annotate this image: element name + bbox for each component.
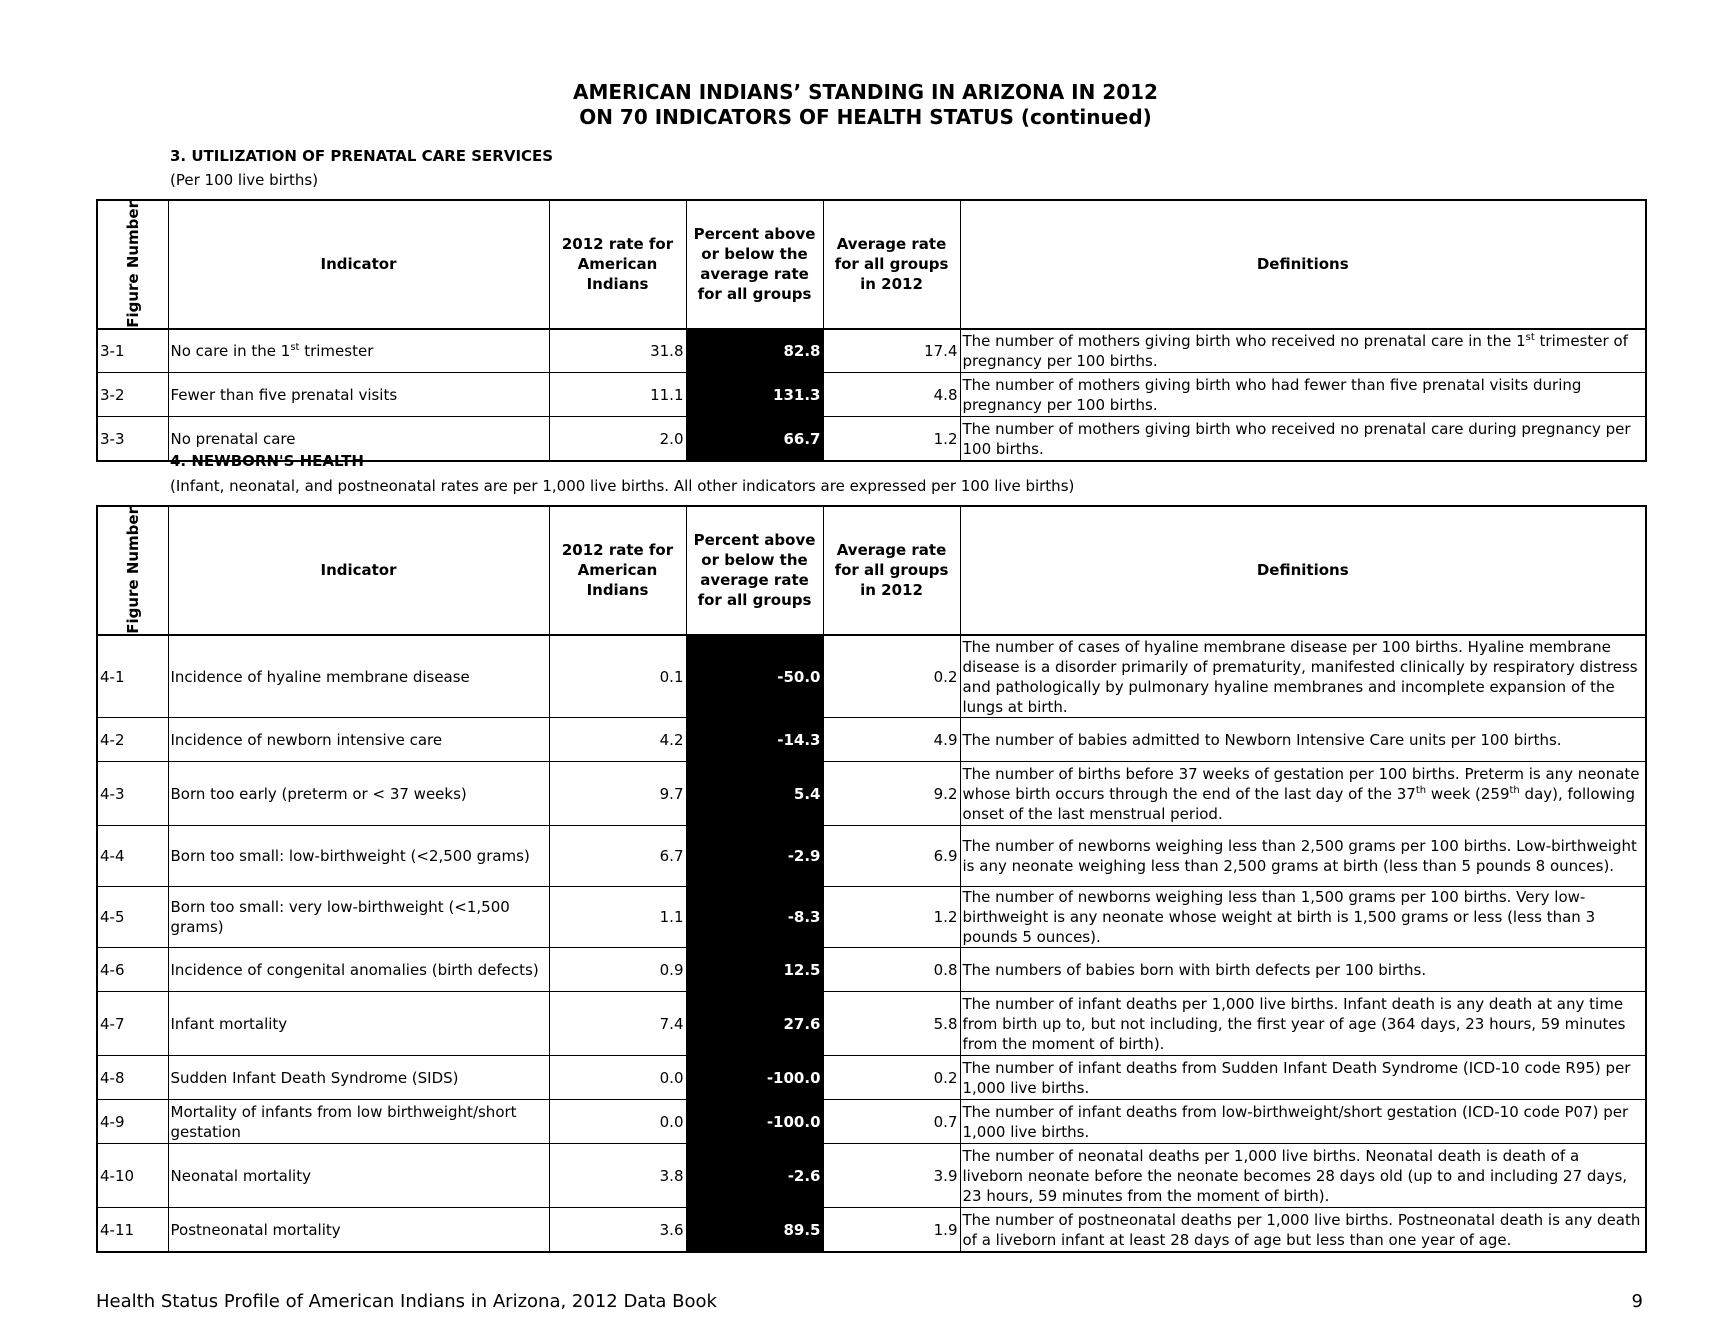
indicator-cell: Neonatal mortality <box>168 1144 549 1208</box>
indicator-cell: Infant mortality <box>168 992 549 1056</box>
percent-diff-cell: 131.3 <box>686 373 823 417</box>
definition-cell: The number of postneonatal deaths per 1,000 live births. Postneonatal death is any death of a liveborn infant at least 28 days of age but less than one year of age. <box>960 1208 1646 1252</box>
average-rate-cell: 4.9 <box>823 718 960 762</box>
definition-cell: The number of infant deaths per 1,000 live births. Infant death is any death at any time from birth up to, but not including, the first year of age (364 days, 23 hours, 59 minutes from the moment of birth). <box>960 992 1646 1056</box>
figure-number-cell: 4-2 <box>97 718 168 762</box>
table-row <box>97 373 1646 417</box>
average-rate-cell: 0.8 <box>823 948 960 992</box>
figure-number-cell: 4-9 <box>97 1100 168 1144</box>
average-rate-cell: 1.2 <box>823 417 960 461</box>
header-average: Average rate for all groups in 2012 <box>823 506 960 635</box>
table-row <box>97 887 1646 948</box>
indicator-cell: Sudden Infant Death Syndrome (SIDS) <box>168 1056 549 1100</box>
rate-cell: 4.2 <box>549 718 686 762</box>
percent-diff-cell: -100.0 <box>686 1100 823 1144</box>
figure-number-cell: 4-10 <box>97 1144 168 1208</box>
rate-cell: 11.1 <box>549 373 686 417</box>
average-rate-cell: 6.9 <box>823 826 960 887</box>
rate-cell: 0.0 <box>549 1100 686 1144</box>
indicator-cell: Incidence of hyaline membrane disease <box>168 635 549 718</box>
section-3-heading: 3. UTILIZATION OF PRENATAL CARE SERVICES <box>170 147 554 165</box>
average-rate-cell: 0.7 <box>823 1100 960 1144</box>
indicator-cell: Fewer than five prenatal visits <box>168 373 549 417</box>
average-rate-cell: 1.9 <box>823 1208 960 1252</box>
header-figure-number: Figure Number <box>97 506 168 635</box>
percent-diff-cell: -2.9 <box>686 826 823 887</box>
header-percent: Percent above or below the average rate for all groups <box>686 200 823 329</box>
newborn-health-table <box>96 505 1647 1253</box>
indicator-cell: No prenatal care <box>168 417 549 461</box>
figure-number-cell: 4-8 <box>97 1056 168 1100</box>
table-row <box>97 762 1646 826</box>
table-row <box>97 1208 1646 1252</box>
average-rate-cell: 4.8 <box>823 373 960 417</box>
rate-cell: 6.7 <box>549 826 686 887</box>
table-row <box>97 329 1646 373</box>
percent-diff-cell: 66.7 <box>686 417 823 461</box>
table-row <box>97 992 1646 1056</box>
section-4-note: (Infant, neonatal, and postneonatal rates are per 1,000 live births. All other indicators are expressed per 100 live births) <box>170 477 1075 495</box>
definition-cell: The number of infant deaths from low-birthweight/short gestation (ICD-10 code P07) per 1,000 live births. <box>960 1100 1646 1144</box>
rate-cell: 0.9 <box>549 948 686 992</box>
definition-cell: The number of neonatal deaths per 1,000 live births. Neonatal death is death of a liveborn neonate before the neonate becomes 28 days old (up to and including 27 days, 23 hours, 59 minutes from the moment of birth). <box>960 1144 1646 1208</box>
header-indicator: Indicator <box>168 506 549 635</box>
percent-diff-cell: 89.5 <box>686 1208 823 1252</box>
header-indicator: Indicator <box>168 200 549 329</box>
indicator-cell: Born too early (preterm or < 37 weeks) <box>168 762 549 826</box>
footer-title: Health Status Profile of American Indians in Arizona, 2012 Data Book <box>96 1291 717 1312</box>
table-row <box>97 635 1646 718</box>
figure-number-cell: 4-5 <box>97 887 168 948</box>
title-line-2: ON 70 INDICATORS OF HEALTH STATUS (continued) <box>579 105 1152 129</box>
table-row <box>97 718 1646 762</box>
header-figure-number: Figure Number <box>97 200 168 329</box>
average-rate-cell: 0.2 <box>823 1056 960 1100</box>
indicator-cell: Incidence of congenital anomalies (birth defects) <box>168 948 549 992</box>
header-definitions: Definitions <box>960 200 1646 329</box>
definition-cell: The number of newborns weighing less than 2,500 grams per 100 births. Low-birthweight is any neonate weighing less than 2,500 grams at birth (less than 5 pounds 8 ounces). <box>960 826 1646 887</box>
rate-cell: 3.6 <box>549 1208 686 1252</box>
figure-number-cell: 4-1 <box>97 635 168 718</box>
definition-cell: The numbers of babies born with birth defects per 100 births. <box>960 948 1646 992</box>
page-title <box>0 80 1731 130</box>
page-number: 9 <box>1631 1291 1643 1312</box>
definition-cell: The number of newborns weighing less than 1,500 grams per 100 births. Very low-birthweight is any neonate whose weight at birth is 1,500 grams or less (less than 3 pounds 5 ounces). <box>960 887 1646 948</box>
percent-diff-cell: -50.0 <box>686 635 823 718</box>
percent-diff-cell: 12.5 <box>686 948 823 992</box>
average-rate-cell: 5.8 <box>823 992 960 1056</box>
header-rate: 2012 rate for American Indians <box>549 506 686 635</box>
indicator-cell: No care in the 1st trimester <box>168 329 549 373</box>
definition-cell: The number of cases of hyaline membrane disease per 100 births. Hyaline membrane disease is a disorder primarily of prematurity, manifested clinically by respiratory distress and pathologically by pulmonary hyaline membranes and incomplete expansion of the lungs at birth. <box>960 635 1646 718</box>
average-rate-cell: 1.2 <box>823 887 960 948</box>
indicator-cell: Mortality of infants from low birthweight/short gestation <box>168 1100 549 1144</box>
percent-diff-cell: -8.3 <box>686 887 823 948</box>
header-rate: 2012 rate for American Indians <box>549 200 686 329</box>
average-rate-cell: 3.9 <box>823 1144 960 1208</box>
figure-number-cell: 4-6 <box>97 948 168 992</box>
section-3-note: (Per 100 live births) <box>170 171 319 189</box>
percent-diff-cell: -100.0 <box>686 1056 823 1100</box>
rate-cell: 0.1 <box>549 635 686 718</box>
section-4-heading: 4. NEWBORN'S HEALTH <box>170 452 364 470</box>
rate-cell: 2.0 <box>549 417 686 461</box>
definition-cell: The number of births before 37 weeks of gestation per 100 births. Preterm is any neonate whose birth occurs through the end of the last day of the 37th week (259th day), following onset of the last menstrual period. <box>960 762 1646 826</box>
table-row <box>97 1100 1646 1144</box>
indicator-cell: Incidence of newborn intensive care <box>168 718 549 762</box>
percent-diff-cell: -14.3 <box>686 718 823 762</box>
rate-cell: 31.8 <box>549 329 686 373</box>
figure-number-cell: 4-11 <box>97 1208 168 1252</box>
definition-cell: The number of babies admitted to Newborn Intensive Care units per 100 births. <box>960 718 1646 762</box>
definition-cell: The number of infant deaths from Sudden Infant Death Syndrome (ICD-10 code R95) per 1,000 live births. <box>960 1056 1646 1100</box>
rate-cell: 7.4 <box>549 992 686 1056</box>
percent-diff-cell: 82.8 <box>686 329 823 373</box>
figure-number-cell: 4-3 <box>97 762 168 826</box>
percent-diff-cell: 5.4 <box>686 762 823 826</box>
average-rate-cell: 0.2 <box>823 635 960 718</box>
figure-number-cell: 3-3 <box>97 417 168 461</box>
prenatal-care-table <box>96 199 1647 462</box>
indicator-cell: Postneonatal mortality <box>168 1208 549 1252</box>
header-percent: Percent above or below the average rate for all groups <box>686 506 823 635</box>
definition-cell: The number of mothers giving birth who received no prenatal care during pregnancy per 100 births. <box>960 417 1646 461</box>
average-rate-cell: 9.2 <box>823 762 960 826</box>
table-row <box>97 948 1646 992</box>
rate-cell: 9.7 <box>549 762 686 826</box>
rate-cell: 1.1 <box>549 887 686 948</box>
definition-cell: The number of mothers giving birth who had fewer than five prenatal visits during pregnancy per 100 births. <box>960 373 1646 417</box>
figure-number-cell: 4-7 <box>97 992 168 1056</box>
indicator-cell: Born too small: low-birthweight (<2,500 grams) <box>168 826 549 887</box>
title-line-1: AMERICAN INDIANS’ STANDING IN ARIZONA IN 2012 <box>573 80 1158 104</box>
rate-cell: 3.8 <box>549 1144 686 1208</box>
figure-number-cell: 3-1 <box>97 329 168 373</box>
percent-diff-cell: 27.6 <box>686 992 823 1056</box>
header-average: Average rate for all groups in 2012 <box>823 200 960 329</box>
indicator-cell: Born too small: very low-birthweight (<1,500 grams) <box>168 887 549 948</box>
table-row <box>97 1144 1646 1208</box>
figure-number-cell: 4-4 <box>97 826 168 887</box>
header-definitions: Definitions <box>960 506 1646 635</box>
figure-number-cell: 3-2 <box>97 373 168 417</box>
average-rate-cell: 17.4 <box>823 329 960 373</box>
definition-cell: The number of mothers giving birth who received no prenatal care in the 1st trimester of pregnancy per 100 births. <box>960 329 1646 373</box>
rate-cell: 0.0 <box>549 1056 686 1100</box>
table-row <box>97 1056 1646 1100</box>
percent-diff-cell: -2.6 <box>686 1144 823 1208</box>
table-row <box>97 826 1646 887</box>
